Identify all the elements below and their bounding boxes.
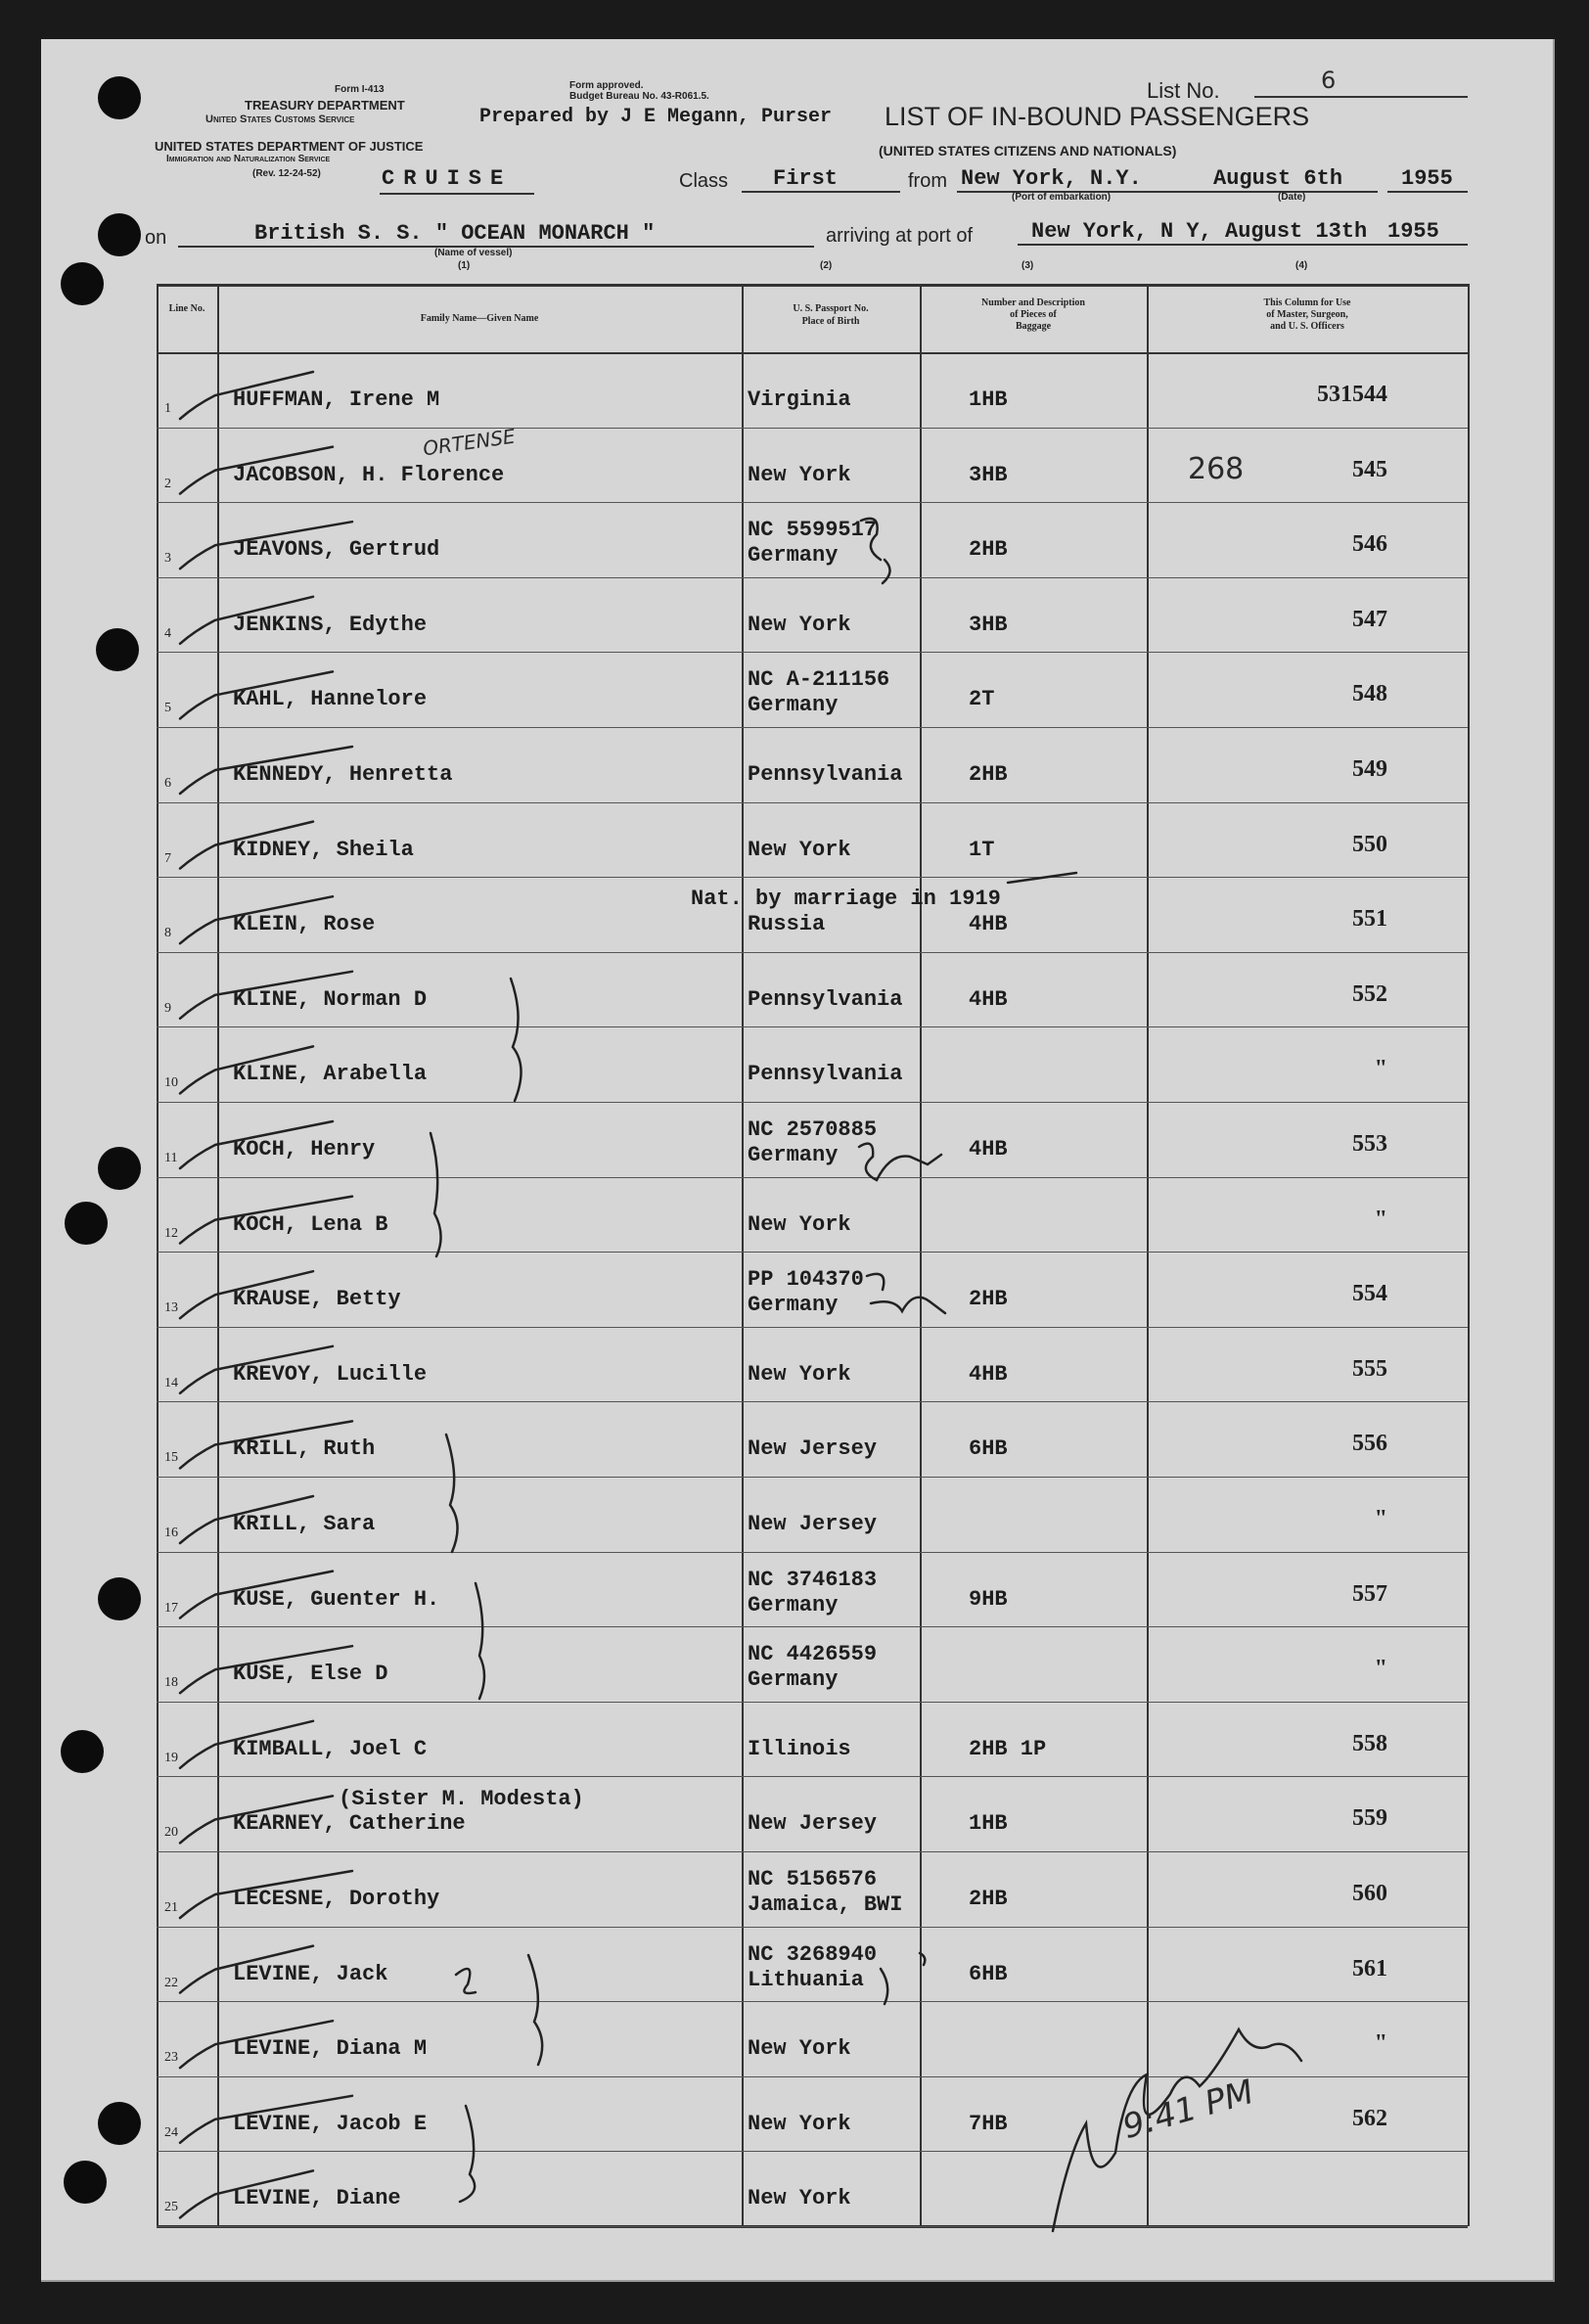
- passport-number: NC 3268940: [748, 1941, 878, 1967]
- religious-name-note: (Sister M. Modesta): [339, 1787, 584, 1811]
- place-of-birth: Russia: [748, 912, 826, 937]
- passenger-name: KUSE, Else D: [233, 1662, 388, 1687]
- handwritten-scribble: [456, 1969, 476, 1993]
- check-mark: [180, 1946, 313, 1993]
- place-of-birth: Pennsylvania: [748, 1062, 903, 1087]
- passenger-name: LEVINE, Jacob E: [233, 2111, 428, 2136]
- from-year: 1955: [1401, 166, 1453, 191]
- cruise-stamp: CRUISE: [382, 166, 513, 191]
- passenger-name: KEARNEY, Catherine: [233, 1811, 466, 1837]
- place-of-birth: Germany: [748, 1667, 839, 1693]
- baggage-pieces: 4HB: [969, 986, 1008, 1012]
- vessel-caption: (Name of vessel): [434, 248, 513, 258]
- check-mark: [180, 2096, 352, 2143]
- header-officers-3: and U. S. Officers: [1270, 321, 1344, 332]
- header-officers-1: This Column for Use: [1263, 297, 1351, 308]
- official-number: 531544: [1317, 382, 1387, 407]
- place-of-birth: Germany: [748, 693, 839, 718]
- official-number: 546: [1352, 531, 1387, 558]
- header-passport-2: Place of Birth: [801, 316, 860, 327]
- check-mark: [180, 1197, 352, 1244]
- baggage-pieces: 1HB: [969, 387, 1008, 412]
- passenger-name: KREVOY, Lucille: [233, 1361, 428, 1387]
- brace-mark: [476, 1583, 484, 1699]
- col4-marker: (4): [1295, 260, 1308, 271]
- check-mark: [180, 447, 333, 494]
- baggage-pieces: 1T: [969, 837, 995, 862]
- place-of-birth: New York: [748, 462, 851, 487]
- passport-number: NC 5599517: [748, 518, 878, 543]
- from-date-caption: (Date): [1278, 192, 1306, 203]
- brace-mark: [511, 979, 522, 1101]
- line-number: 17: [164, 1600, 178, 1616]
- brace-mark: [431, 1133, 441, 1256]
- line-number: 15: [164, 1450, 178, 1466]
- line-number: 25: [164, 2200, 178, 2215]
- line-number: 19: [164, 1750, 178, 1765]
- line-number: 12: [164, 1225, 178, 1241]
- form-id: Form I-413: [335, 84, 385, 95]
- baggage-pieces: 7HB: [969, 2111, 1008, 2136]
- passport-number: NC 5156576: [748, 1867, 878, 1891]
- official-number: 557: [1352, 1580, 1387, 1607]
- passenger-name: KOCH, Lena B: [233, 1211, 388, 1237]
- line-number: 13: [164, 1300, 178, 1316]
- check-mark: [180, 1572, 333, 1618]
- official-number: 562: [1352, 2105, 1387, 2131]
- place-of-birth: New York: [748, 2186, 851, 2211]
- passenger-name: KLEIN, Rose: [233, 912, 376, 937]
- from-label: from: [908, 170, 947, 192]
- check-mark: [180, 972, 352, 1019]
- list-no-label: List No.: [1147, 78, 1220, 103]
- baggage-pieces: 2HB: [969, 1287, 1008, 1312]
- line-number: 20: [164, 1825, 178, 1841]
- passenger-name: KLINE, Norman D: [233, 986, 428, 1012]
- place-of-birth: Pennsylvania: [748, 986, 903, 1012]
- line-number: 14: [164, 1375, 178, 1390]
- check-mark: [180, 522, 352, 569]
- handwritten-scribble: [859, 1144, 941, 1180]
- handwritten-number: 268: [1188, 452, 1245, 486]
- place-of-birth: New York: [748, 2036, 851, 2062]
- baggage-pieces: 2HB: [969, 1887, 1008, 1911]
- place-of-birth: New Jersey: [748, 1512, 878, 1536]
- passenger-name: LECESNE, Dorothy: [233, 1887, 440, 1911]
- passenger-name: LEVINE, Diane: [233, 2186, 401, 2211]
- passenger-name: JEAVONS, Gertrud: [233, 537, 440, 563]
- check-mark: [180, 1271, 313, 1318]
- arriving-label: arriving at port of: [826, 225, 974, 247]
- header-line-no: Line No.: [168, 303, 205, 314]
- official-number: 549: [1352, 756, 1387, 782]
- official-number: ": [1374, 2030, 1387, 2057]
- check-mark: [180, 1646, 352, 1693]
- official-number: 558: [1352, 1730, 1387, 1756]
- baggage-pieces: 2HB: [969, 762, 1008, 787]
- baggage-pieces: 4HB: [969, 1361, 1008, 1387]
- form-approved: Form approved.: [569, 80, 644, 91]
- check-mark: [180, 1721, 313, 1768]
- handwritten-scribble: [1008, 873, 1076, 883]
- place-of-birth: Germany: [748, 1592, 839, 1618]
- line-number: 10: [164, 1075, 178, 1091]
- check-mark: [180, 1796, 333, 1843]
- line-number: 11: [164, 1151, 178, 1165]
- place-of-birth: New York: [748, 1361, 851, 1387]
- line-number: 4: [164, 625, 171, 641]
- official-number: 545: [1352, 456, 1387, 482]
- line-number: 18: [164, 1675, 178, 1691]
- header-passport-1: U. S. Passport No.: [793, 303, 869, 314]
- official-number: ": [1374, 1206, 1387, 1232]
- check-mark: [180, 1346, 333, 1393]
- col3-marker: (3): [1022, 260, 1034, 271]
- baggage-pieces: 2HB: [969, 537, 1008, 563]
- line-number: 1: [164, 401, 171, 416]
- naturalization-note: Nat. by marriage in 1919: [691, 887, 1001, 911]
- baggage-pieces: 4HB: [969, 1137, 1008, 1162]
- passenger-name: KRILL, Sara: [233, 1512, 376, 1536]
- passenger-name: KENNEDY, Henretta: [233, 762, 453, 787]
- form-revision: (Rev. 12-24-52): [252, 168, 321, 179]
- brace-mark: [446, 1435, 458, 1552]
- baggage-pieces: 9HB: [969, 1586, 1008, 1612]
- official-number: 556: [1352, 1431, 1387, 1457]
- justice-dept: UNITED STATES DEPARTMENT OF JUSTICE: [155, 139, 424, 154]
- official-number: ": [1374, 1056, 1387, 1082]
- official-number: 554: [1352, 1281, 1387, 1307]
- official-number: 559: [1352, 1805, 1387, 1832]
- line-number: 7: [164, 850, 171, 866]
- baggage-pieces: 6HB: [969, 1436, 1008, 1462]
- place-of-birth: Virginia: [748, 387, 851, 412]
- check-mark: [180, 1421, 352, 1468]
- baggage-pieces: 2HB 1P: [969, 1736, 1047, 1761]
- passport-number: NC 4426559: [748, 1642, 878, 1667]
- from-port: New York, N.Y.: [961, 166, 1142, 191]
- official-number: 552: [1352, 980, 1387, 1007]
- line-number: 9: [164, 1000, 171, 1016]
- place-of-birth: Germany: [748, 1143, 839, 1167]
- line-number: 24: [164, 2124, 178, 2140]
- check-mark: [180, 372, 313, 419]
- line-number: 5: [164, 701, 171, 716]
- place-of-birth: New Jersey: [748, 1811, 878, 1837]
- official-number: 560: [1352, 1881, 1387, 1906]
- signature-time: 9:41 PM: [1118, 2072, 1258, 2148]
- vessel-name: British S. S. " OCEAN MONARCH ": [254, 221, 656, 246]
- ins-service: Immigration and Naturalization Service: [166, 154, 331, 164]
- class-label: Class: [679, 170, 729, 192]
- place-of-birth: New Jersey: [748, 1436, 878, 1462]
- check-mark: [180, 1121, 333, 1168]
- from-port-caption: (Port of embarkation): [1012, 192, 1112, 203]
- check-mark: [180, 822, 313, 869]
- place-of-birth: New York: [748, 837, 851, 862]
- place-of-birth: New York: [748, 1211, 851, 1237]
- handwritten-correction: ORTENSE: [421, 424, 518, 461]
- passport-number: NC A-211156: [748, 667, 890, 693]
- place-of-birth: Illinois: [748, 1736, 851, 1761]
- line-number: 8: [164, 926, 171, 941]
- arrival-port-date: New York, N Y, August 13th: [1031, 219, 1368, 244]
- passenger-name: HUFFMAN, Irene M: [233, 387, 440, 412]
- official-number: 551: [1352, 906, 1387, 933]
- baggage-pieces: 1HB: [969, 1811, 1008, 1837]
- line-number: 23: [164, 2050, 178, 2066]
- passenger-name: KAHL, Hannelore: [233, 687, 428, 712]
- check-mark: [180, 1871, 352, 1918]
- passenger-name: LEVINE, Diana M: [233, 2036, 428, 2062]
- official-number: 550: [1352, 831, 1387, 857]
- line-number: 22: [164, 1975, 178, 1990]
- place-of-birth: New York: [748, 612, 851, 637]
- passport-number: NC 2570885: [748, 1117, 878, 1142]
- passenger-name: KRAUSE, Betty: [233, 1287, 401, 1312]
- check-mark: [180, 671, 333, 718]
- header-baggage-1: Number and Description: [981, 297, 1085, 308]
- baggage-pieces: 4HB: [969, 912, 1008, 937]
- baggage-pieces: 6HB: [969, 1961, 1008, 1986]
- customs-service: United States Customs Service: [205, 114, 355, 125]
- check-mark: [180, 1046, 313, 1093]
- form-title: LIST OF IN-BOUND PASSENGERS: [885, 102, 1310, 131]
- passenger-name: KIDNEY, Sheila: [233, 837, 414, 862]
- check-mark: [180, 2021, 333, 2068]
- official-number: 555: [1352, 1355, 1387, 1382]
- passenger-name: KOCH, Henry: [233, 1137, 376, 1162]
- signature-scribble: [1053, 2029, 1301, 2231]
- check-mark: [180, 747, 352, 794]
- prepared-by: Prepared by J E Megann, Purser: [479, 106, 833, 128]
- col2-marker: (2): [820, 260, 833, 271]
- baggage-pieces: 2T: [969, 687, 995, 712]
- official-number: ": [1374, 1656, 1387, 1682]
- place-of-birth: Lithuania: [748, 1967, 864, 1992]
- form-subtitle: (UNITED STATES CITIZENS AND NATIONALS): [879, 143, 1177, 159]
- header-name: Family Name—Given Name: [420, 313, 539, 324]
- arrival-year: 1955: [1387, 219, 1439, 244]
- budget-bureau: Budget Bureau No. 43-R061.5.: [569, 91, 709, 102]
- header-baggage-2: of Pieces of: [1010, 309, 1057, 320]
- passenger-name: KRILL, Ruth: [233, 1436, 376, 1462]
- on-label: on: [145, 227, 167, 249]
- passport-number: PP 104370: [748, 1267, 864, 1293]
- line-number: 6: [164, 776, 171, 791]
- passport-number: NC 3746183: [748, 1567, 878, 1592]
- passenger-name: KUSE, Guenter H.: [233, 1586, 440, 1612]
- col1-marker: (1): [458, 260, 471, 271]
- handwritten-scribble: [861, 519, 890, 583]
- treasury-dept: TREASURY DEPARTMENT: [245, 98, 405, 113]
- check-mark: [180, 2170, 313, 2217]
- check-mark: [180, 1496, 313, 1543]
- line-number: 21: [164, 1900, 178, 1915]
- place-of-birth: Germany: [748, 543, 839, 569]
- official-number: 553: [1352, 1131, 1387, 1157]
- passenger-name: LEVINE, Jack: [233, 1961, 388, 1986]
- place-of-birth: Pennsylvania: [748, 762, 903, 787]
- brace-mark: [528, 1955, 542, 2065]
- line-number: 16: [164, 1526, 178, 1540]
- handwritten-scribble: [867, 1274, 945, 1313]
- official-number: 548: [1352, 681, 1387, 707]
- brace-mark: [460, 2106, 475, 2202]
- official-number: 547: [1352, 606, 1387, 632]
- from-date: August 6th: [1213, 166, 1343, 191]
- handwritten-scribble: [881, 1953, 925, 2004]
- line-number: 3: [164, 551, 171, 567]
- class-value: First: [773, 166, 839, 191]
- passenger-name: JACOBSON, H. Florence: [233, 462, 505, 487]
- header-baggage-3: Baggage: [1015, 321, 1052, 332]
- header-officers-2: of Master, Surgeon,: [1266, 309, 1348, 320]
- baggage-pieces: 3HB: [969, 462, 1008, 487]
- check-mark: [180, 597, 313, 644]
- baggage-pieces: 3HB: [969, 612, 1008, 637]
- passenger-name: KLINE, Arabella: [233, 1062, 428, 1087]
- place-of-birth: Germany: [748, 1293, 839, 1318]
- passenger-name: KIMBALL, Joel C: [233, 1736, 428, 1761]
- line-number: 2: [164, 476, 171, 491]
- place-of-birth: Jamaica, BWI: [748, 1892, 903, 1917]
- official-number: ": [1374, 1506, 1387, 1531]
- official-number: 561: [1352, 1955, 1387, 1982]
- passenger-name: JENKINS, Edythe: [233, 612, 428, 637]
- place-of-birth: New York: [748, 2111, 851, 2136]
- list-no-value: 6: [1321, 67, 1337, 94]
- check-mark: [180, 896, 333, 943]
